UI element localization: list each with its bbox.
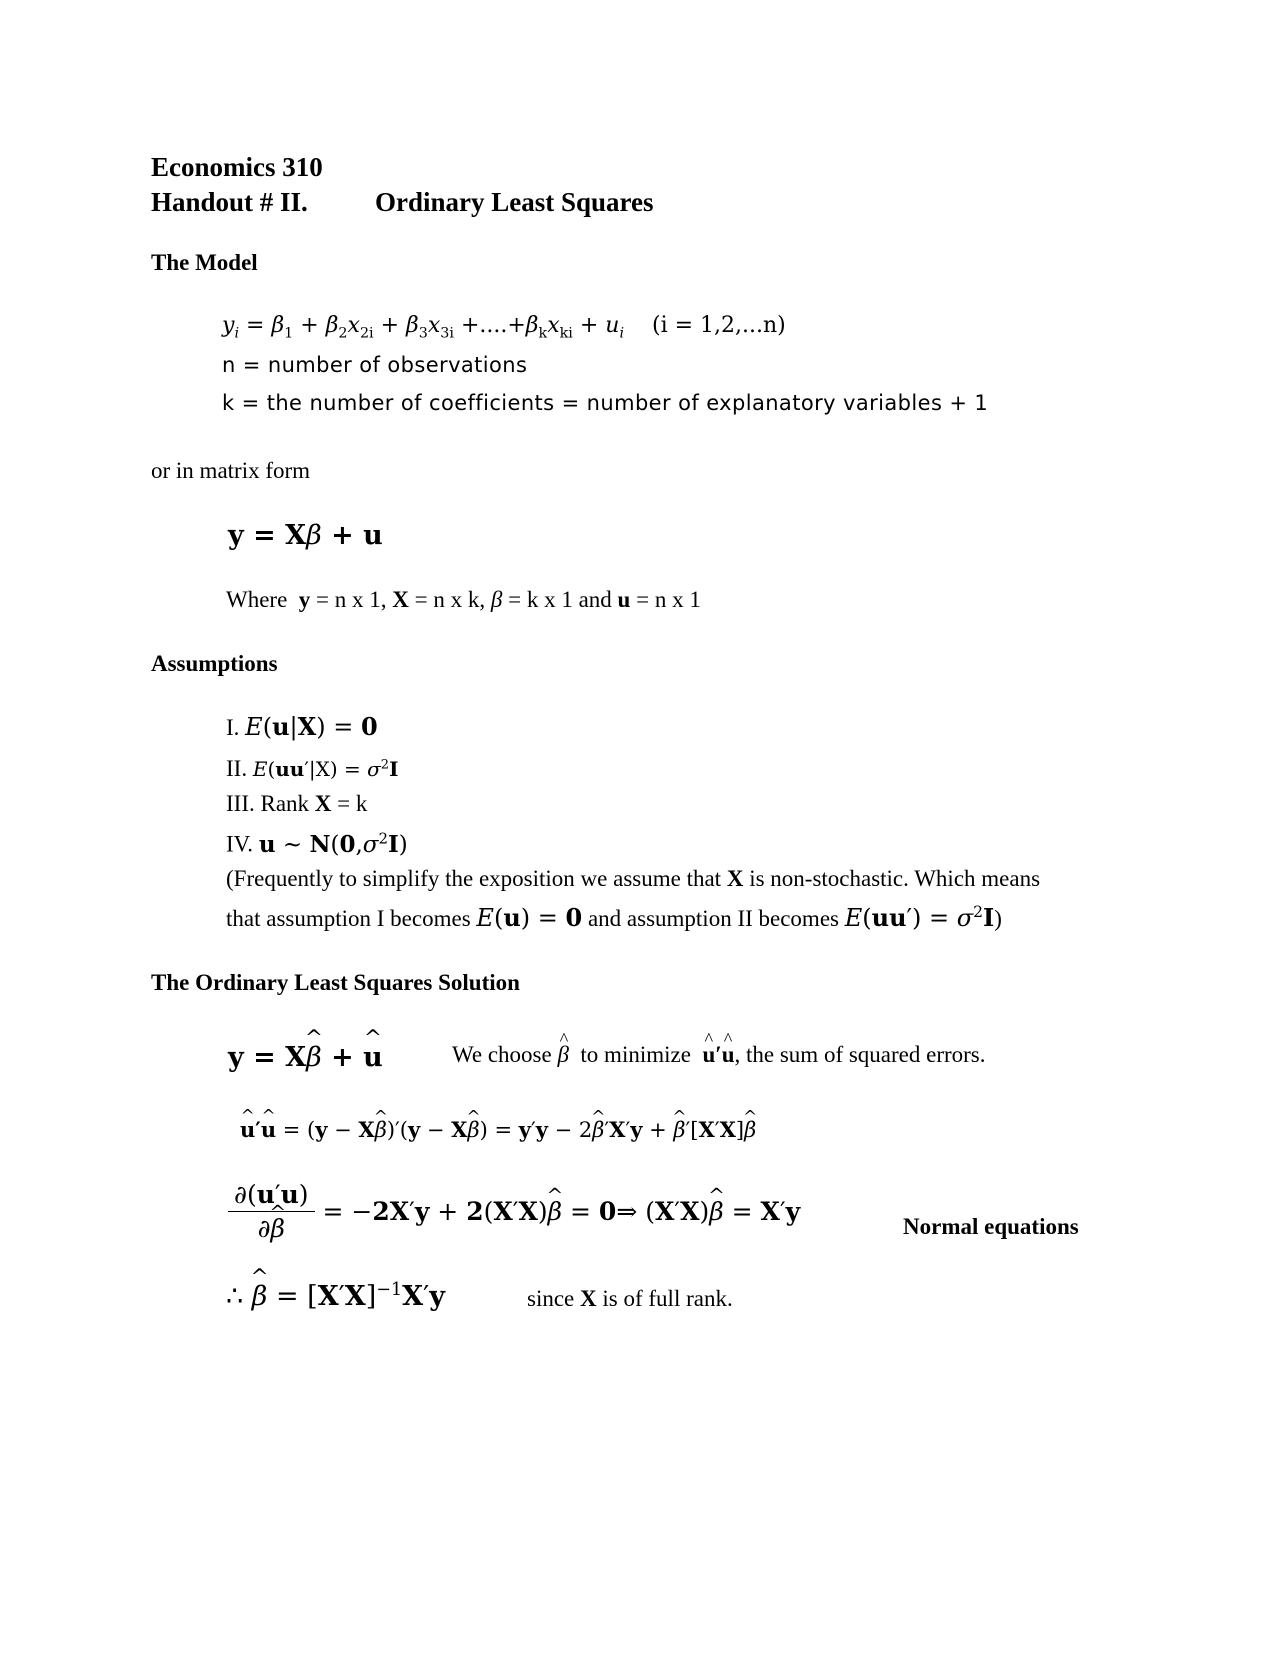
note-line2-a: that assumption I becomes [226,906,471,931]
derivative-fraction: $\frac{\partial(u'u)}{\partial\^{} \beta}$ [228,1180,315,1243]
choose-prefix: We choose [452,1042,552,1067]
note-line2-b: and assumption II becomes [587,906,839,931]
assumption-1: I. E(u|X) = 0 [226,712,378,741]
first-order-condition: $\frac{\partial(u'u)}{\partial\^{} \beta}$ = −2X′y + 2(X′X)^ β = 0⇒ (X′X)^ β = X′y [228,1180,800,1243]
section-heading-model: The Model [151,250,258,275]
assumption-3-label: III. Rank [226,791,310,816]
model-equation-matrix: y = Xβ + u [228,520,383,551]
dim-u: = n x 1 [636,587,701,612]
model-equation-index: (i = 1,2,...n) [652,313,786,338]
section-heading-ols: The Ordinary Least Squares Solution [151,970,520,995]
assumption-4: IV. u ~ $N(0,\sigma^2I)$ [226,829,408,858]
sse-expansion: ^ u′^ u = (y − X^ β)′(y − X^ β) = y′y − 2^ β′X′y + ^ β′[X′X]^ β [240,1117,756,1142]
where-label: Where [226,587,288,612]
note-line1-tail: is non-stochastic. Which means [749,866,1041,891]
full-rank-note: since X is of full rank. [527,1286,733,1311]
nonstochastic-note-line1: (Frequently to simplify the exposition we assume that X is non-stochastic. Which means [226,866,1041,891]
assumption-2-label: II. [226,756,248,781]
k-definition: k = the number of coefficients = number of explanatory variables + 1 [222,391,989,415]
choose-tail: , the sum of squared errors. [734,1042,986,1067]
handout-number: Handout # II. [151,187,308,217]
dim-beta: = k x 1 and [508,587,612,612]
dimensions-line: Where y = n x 1, X = n x k, β = k x 1 and u = n x 1 [226,587,701,612]
matrix-form-intro: or in matrix form [151,458,311,483]
dim-y: = n x 1, [316,587,387,612]
note-line2-end: ) [994,906,1002,931]
normal-equations-label: Normal equations [903,1214,1079,1239]
section-heading-assumptions: Assumptions [151,651,278,676]
n-definition: n = number of observations [222,353,528,377]
assumption-3-value: = k [337,791,368,816]
full-rank-tail: is of full rank. [602,1286,733,1311]
assumption-2: II. $E(uu'|X) = \sigma^2I$ [226,756,399,781]
note-line1-text: (Frequently to simplify the exposition we assume that [226,866,722,891]
handout-title: Ordinary Least Squares [375,187,654,217]
assumption-4-label: IV. [226,831,254,857]
ols-estimator: ∴ ^ $\beta = [X'X]^{-1}X'y$ [226,1280,445,1312]
minimize-statement: We choose ^ β to minimize ^ u′^ u, the sum of squared errors. [452,1042,986,1068]
choose-mid: to minimize [580,1042,691,1067]
fitted-equation: y = X^ β + ^ u [228,1042,383,1073]
course-title: Economics 310 [151,152,323,182]
assumption-3: III. Rank X = k [226,791,368,816]
assumption-1-label: I. [226,715,240,740]
model-equation-scalar: $y_i = \beta_1 + \beta_2x_{2i} + \beta_3x_{3i} +....+\beta_kx_{ki} + u_i$ [222,313,625,342]
full-rank-prefix: since [527,1286,575,1311]
dim-x: = n x k, [414,587,486,612]
nonstochastic-note-line2: that assumption I becomes E(u) = 0 and assumption II becomes $E(uu') = \sigma^2I$) [226,903,1002,932]
